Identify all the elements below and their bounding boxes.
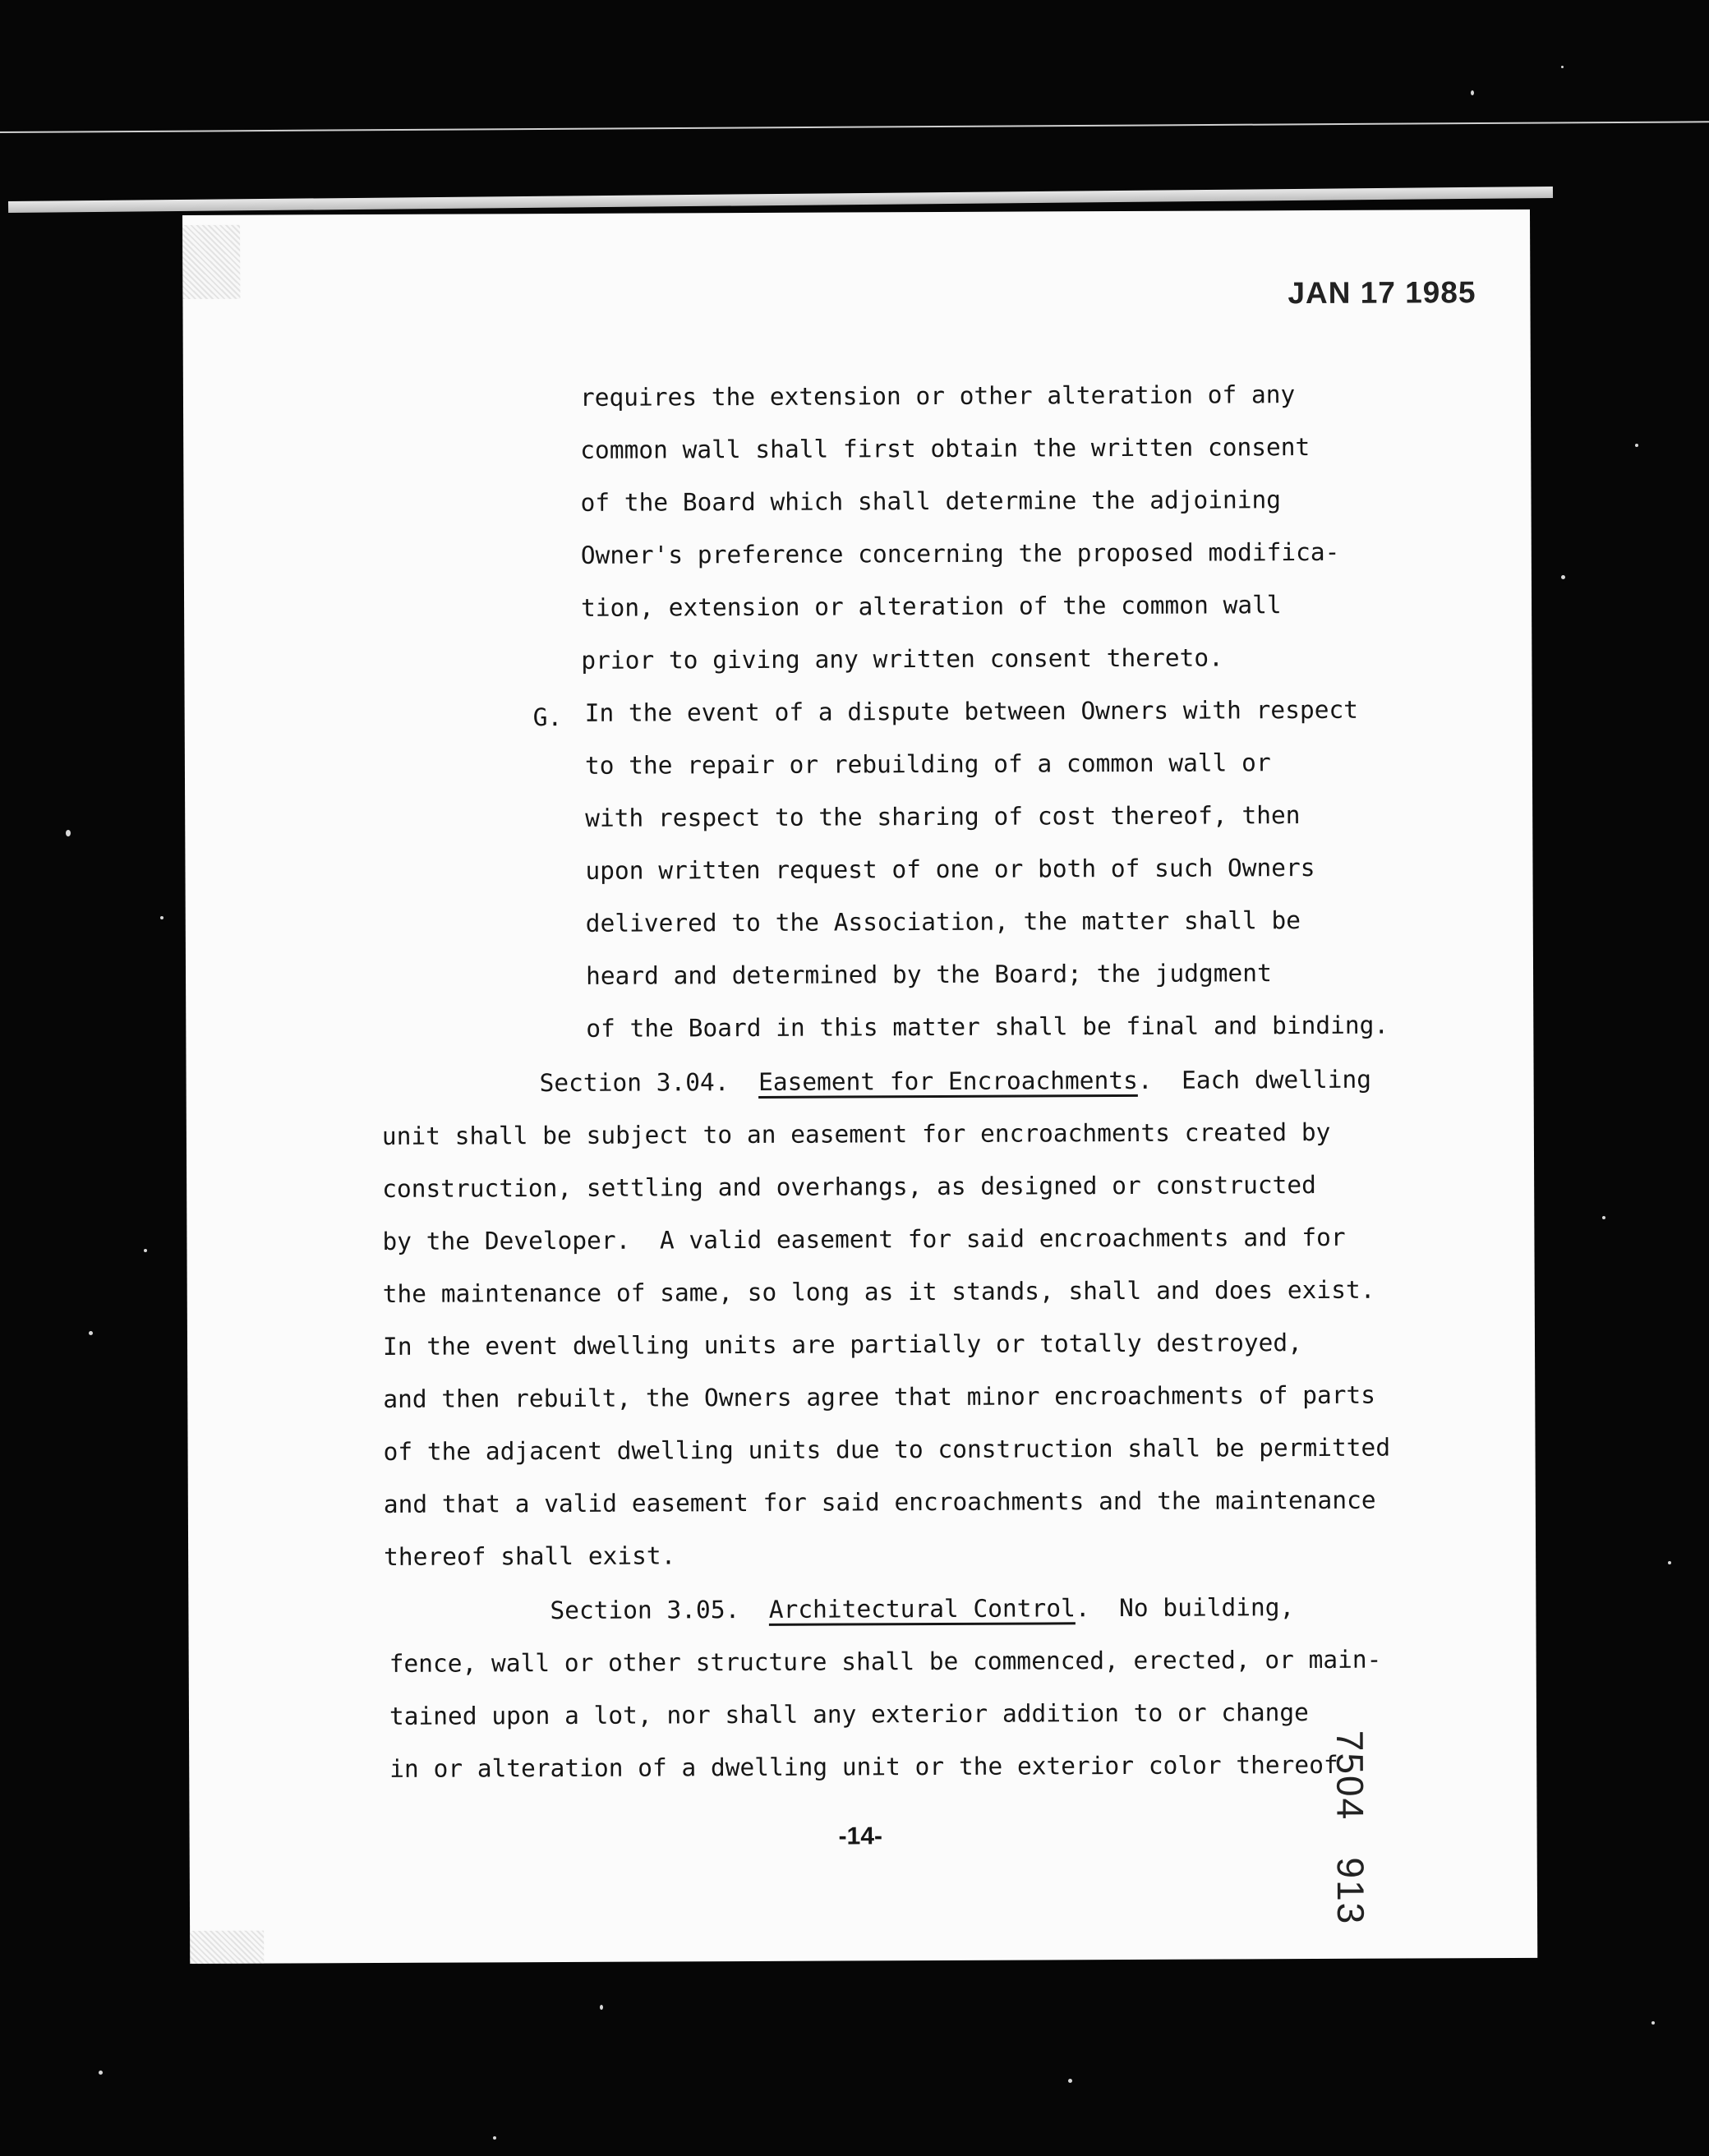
body-line: of the Board which shall determine the adjoining — [580, 486, 1282, 517]
body-line: by the Developer. A valid easement for said encroachments and for — [382, 1223, 1346, 1255]
section-305-heading: Architectural Control — [768, 1594, 1076, 1624]
section-305-heading-period: . — [1075, 1594, 1090, 1623]
section-304-number: Section 3.04. — [539, 1068, 730, 1098]
body-line: construction, settling and overhangs, as designed or constructed — [382, 1170, 1316, 1203]
body-line: In the event of a dispute between Owners with respect — [584, 695, 1359, 727]
body-line: and then rebuilt, the Owners agree that minor encroachments of parts — [383, 1380, 1376, 1413]
body-line: the maintenance of same, so long as it stands, shall and does exist. — [382, 1275, 1375, 1308]
section-305-number: Section 3.05. — [550, 1596, 740, 1625]
body-line: to the repair or rebuilding of a common wall or — [584, 749, 1271, 780]
section-304-first-line — [539, 1065, 1372, 1098]
body-line: with respect to the sharing of cost thereof, then — [585, 801, 1301, 832]
scan-smudge — [190, 1931, 264, 1964]
section-304-heading: Easement for Encroachments — [758, 1066, 1138, 1096]
noise-speck — [600, 2005, 603, 2010]
noise-speck — [1668, 1561, 1671, 1564]
section-305-first-line-rest: No building, — [1119, 1593, 1295, 1623]
body-line: requires the extension or other alteration of any — [579, 380, 1296, 412]
noise-speck — [1602, 1216, 1605, 1219]
body-line: heard and determined by the Board; the judgment — [585, 959, 1272, 990]
body-line: in or alteration of a dwelling unit or the exterior color thereof — [389, 1750, 1338, 1783]
body-line: common wall shall first obtain the written consent — [580, 433, 1311, 464]
body-line: and that a valid easement for said encroachments and the maintenance — [383, 1486, 1376, 1518]
body-line: prior to giving any written consent thereto. — [581, 643, 1223, 675]
noise-speck — [1635, 444, 1638, 447]
date-stamp: JAN 17 1985 — [1288, 275, 1476, 311]
recording-book-page-number: 7504 913 — [1329, 1730, 1373, 1926]
page-number: -14- — [838, 1822, 883, 1850]
noise-speck — [160, 916, 164, 919]
body-line: upon written request of one or both of such Owners — [585, 853, 1315, 885]
section-304-heading-period: . — [1137, 1066, 1153, 1094]
scan-smudge — [182, 225, 240, 299]
body-line: delivered to the Association, the matter shall be — [585, 906, 1301, 937]
body-line: of the Board in this matter shall be final and binding. — [586, 1011, 1389, 1043]
body-line: Owner's preference concerning the proposed modifica- — [580, 537, 1340, 569]
body-line: In the event dwelling units are partially or totally destroyed, — [382, 1329, 1302, 1361]
noise-speck — [493, 2136, 496, 2140]
section-304-first-line-rest: Each dwelling — [1182, 1065, 1372, 1094]
noise-speck — [1471, 90, 1474, 95]
noise-speck — [99, 2071, 103, 2075]
body-line: of the adjacent dwelling units due to construction shall be permitted — [383, 1433, 1391, 1466]
body-line: tained upon a lot, nor shall any exterior addition to or change — [389, 1698, 1309, 1730]
noise-speck — [66, 830, 71, 836]
list-marker-g: G. — [532, 703, 563, 732]
noise-speck — [1561, 575, 1565, 579]
noise-speck — [89, 1331, 93, 1335]
noise-speck — [1561, 66, 1564, 68]
body-line: fence, wall or other structure shall be commenced, erected, or main- — [389, 1645, 1382, 1678]
section-305-first-line — [550, 1593, 1295, 1625]
body-line: unit shall be subject to an easement for encroachments created by — [381, 1117, 1331, 1150]
document-page — [182, 210, 1537, 1964]
body-line: tion, extension or alteration of the common wall — [581, 591, 1282, 622]
noise-speck — [1651, 2021, 1655, 2025]
noise-speck — [1068, 2079, 1072, 2083]
body-line: thereof shall exist. — [384, 1541, 676, 1571]
noise-speck — [144, 1249, 147, 1252]
